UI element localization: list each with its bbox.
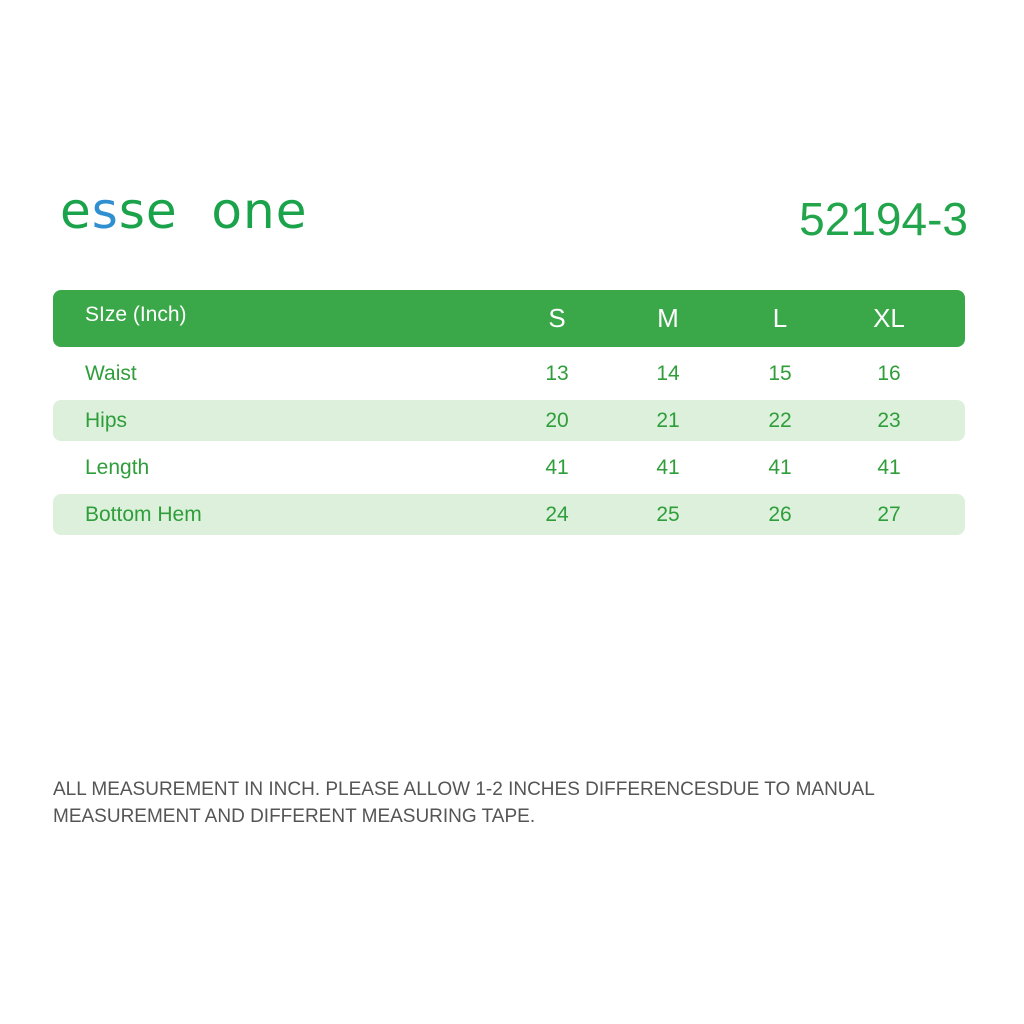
- header-size-m: M: [657, 303, 679, 333]
- row-value: 41: [545, 455, 569, 479]
- row-value: 24: [545, 502, 569, 526]
- row-value: 14: [656, 361, 680, 385]
- row-value: 26: [768, 502, 792, 526]
- header-size-s: S: [548, 303, 566, 333]
- logo-accent: s: [91, 182, 119, 240]
- logo-prefix: e: [60, 182, 92, 240]
- logo-suffix: se one: [118, 182, 308, 240]
- row-value: 27: [877, 502, 901, 526]
- row-label: Waist: [85, 361, 137, 385]
- size-table-header: [53, 290, 965, 347]
- style-code: 52194-3: [799, 193, 968, 245]
- header-label: SIze (Inch): [85, 303, 187, 326]
- row-value: 41: [768, 455, 792, 479]
- measurement-note: [53, 776, 983, 830]
- row-value: 22: [768, 408, 792, 432]
- row-label: Length: [85, 455, 150, 479]
- row-value: 41: [877, 455, 901, 479]
- note-line-2: MEASUREMENT AND DIFFERENT MEASURING TAPE.: [53, 806, 536, 827]
- row-value: 16: [877, 361, 901, 385]
- row-label: Bottom Hem: [85, 502, 202, 526]
- row-value: 41: [656, 455, 680, 479]
- row-label: Hips: [85, 408, 128, 432]
- row-value: 25: [656, 502, 680, 526]
- table-row-bottom-hem: [53, 494, 965, 535]
- row-value: 13: [545, 361, 569, 385]
- note-line-1: ALL MEASUREMENT IN INCH. PLEASE ALLOW 1-2 INCHES DIFFERENCESDUE TO MANUAL: [53, 779, 875, 800]
- table-row-hips: [53, 400, 965, 441]
- header-size-xl: XL: [873, 303, 905, 333]
- size-table: [53, 290, 965, 541]
- table-row-waist: [53, 353, 965, 394]
- header-size-l: L: [772, 303, 788, 333]
- brand-logo: [60, 182, 308, 240]
- row-value: 20: [545, 408, 569, 432]
- row-value: 21: [656, 408, 680, 432]
- row-value: 15: [768, 361, 792, 385]
- table-row-length: [53, 447, 965, 488]
- row-value: 23: [877, 408, 901, 432]
